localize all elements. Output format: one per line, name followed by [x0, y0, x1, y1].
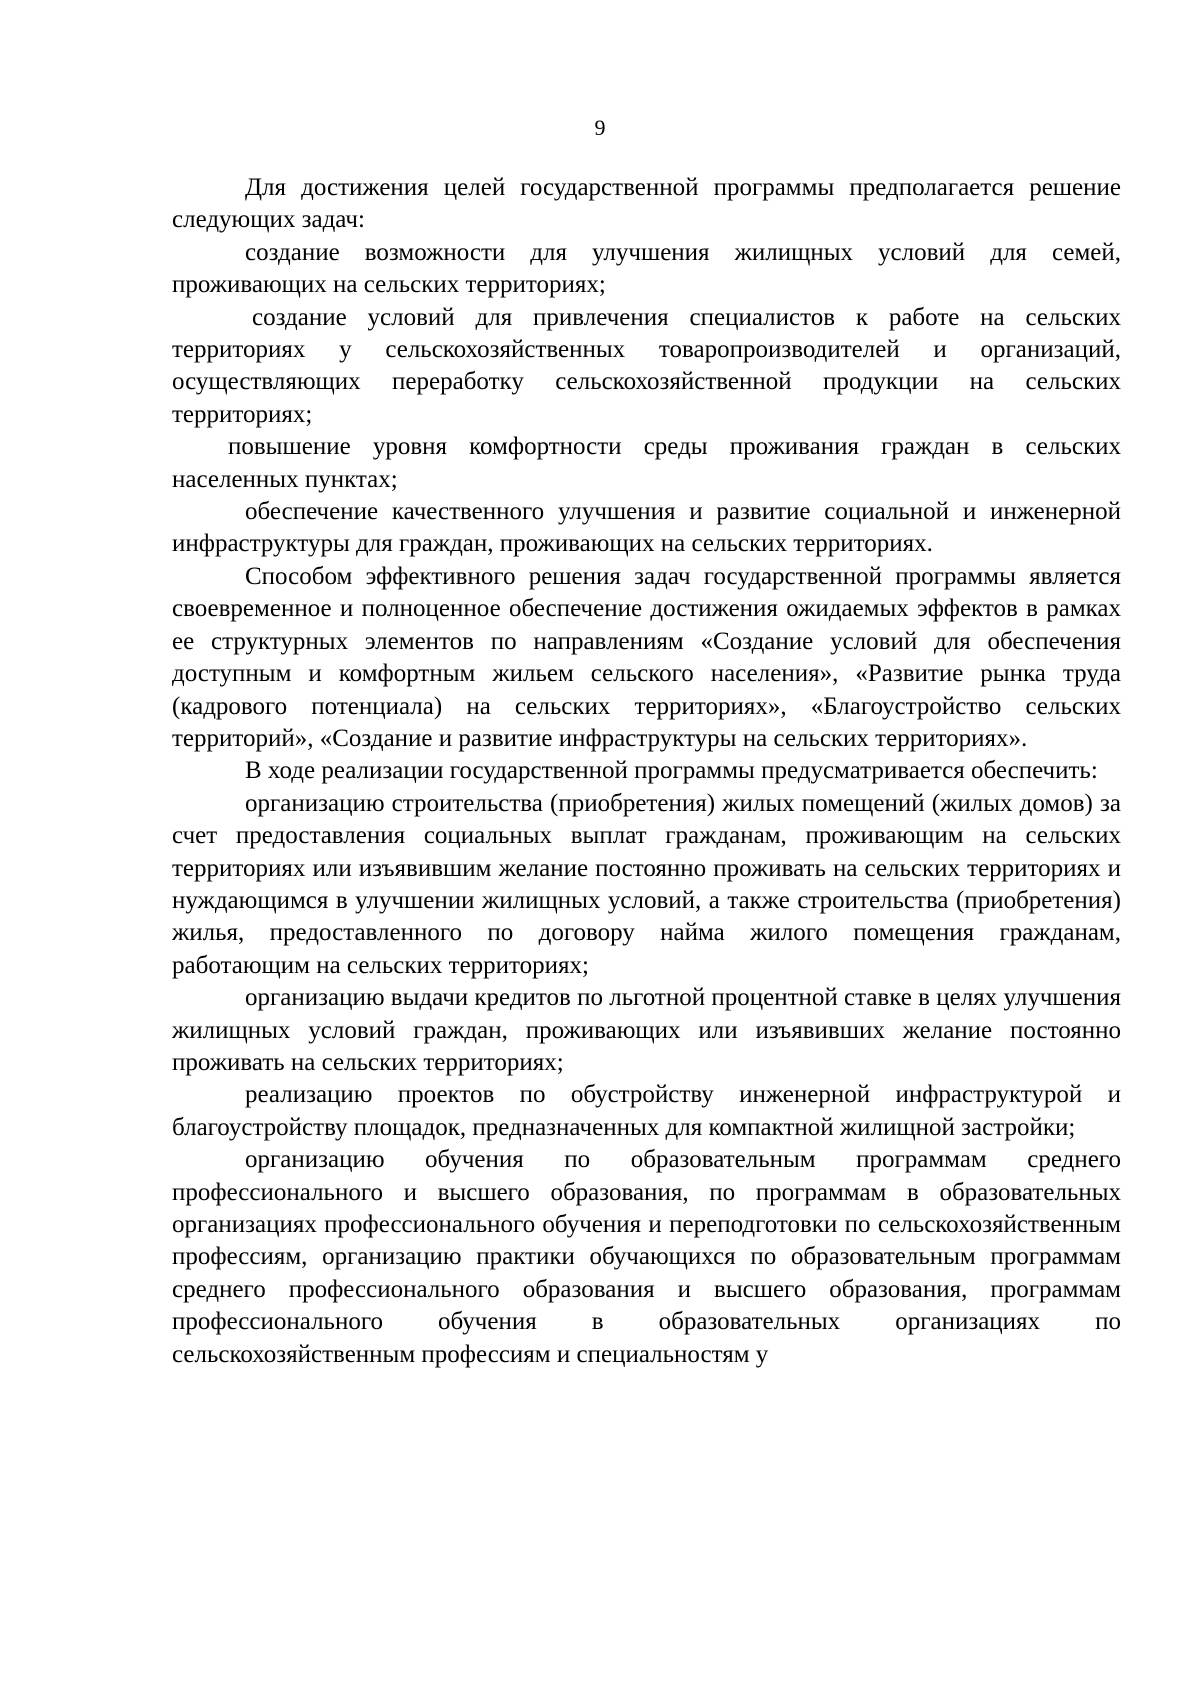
paragraph-provisions-intro: В ходе реализации государственной программы предусматривается обеспечить: — [245, 757, 1098, 785]
document-body — [172, 172, 1121, 1371]
paragraph-task-infrastructure: обеспечение качественного улучшения и развитие социальной и инженерной инфраструктуры для граждан, проживающих на сельских территориях. — [172, 498, 1121, 558]
paragraph-tasks-intro: Для достижения целей государственной программы предполагается решение следующих задач: — [172, 174, 1121, 234]
paragraph-task-housing: создание возможности для улучшения жилищных условий для семей, проживающих на сельских территориях; — [172, 238, 1121, 299]
page-number: 9 — [594, 115, 606, 140]
paragraph-task-specialists: создание условий для привлечения специалистов к работе на сельских территориях у сельскохозяйственных товаропроизводителей и организаций, осуществляющих переработку сельскохозяйственной продукции на сельских территориях; — [172, 303, 1121, 428]
paragraph-provision-education: организацию обучения по образовательным программам среднего профессионального и высшего образования, по программам в образовательных организациях профессионального обучения и переподготовки по сельскохозяйственным профессиям, организацию практики обучающихся по образовательным программам среднего профессионального образования и высшего образования, программам профессионального обучения в образовательных организациях по сельскохозяйственным профессиям и специальностям у — [172, 1146, 1121, 1368]
paragraph-task-comfort: повышение уровня комфортности среды проживания граждан в сельских населенных пунктах; — [172, 433, 1121, 493]
paragraph-provision-construction: организацию строительства (приобретения) жилых помещений (жилых домов) за счет предоставления социальных выплат гражданам, проживающим на сельских территориях или изъявившим желание постоянно проживать на сельских территориях и нуждающимся в улучшении жилищных условий, а также строительства (приобретения) жилья, предоставленного по договору найма жилого помещения гражданам, работающим на сельских территориях; — [172, 789, 1121, 979]
paragraph-provision-engineering: реализацию проектов по обустройству инженерной инфраструктурой и благоустройству площадок, предназначенных для компактной жилищной застройки; — [172, 1081, 1121, 1141]
paragraph-provision-credits: организацию выдачи кредитов по льготной процентной ставке в целях улучшения жилищных условий граждан, проживающих или изъявивших желание постоянно проживать на сельских территориях; — [172, 984, 1121, 1076]
paragraph-method: Способом эффективного решения задач государственной программы является своевременное и полноценное обеспечение достижения ожидаемых эффектов в рамках ее структурных элементов по направлениям «Создание условий для обеспечения доступным и комфортным жильем сельского населения», «Развитие рынка труда (кадрового потенциала) на сельских территориях», «Благоустройство сельских территорий», «Создание и развитие инфраструктуры на сельских территориях». — [172, 562, 1121, 752]
